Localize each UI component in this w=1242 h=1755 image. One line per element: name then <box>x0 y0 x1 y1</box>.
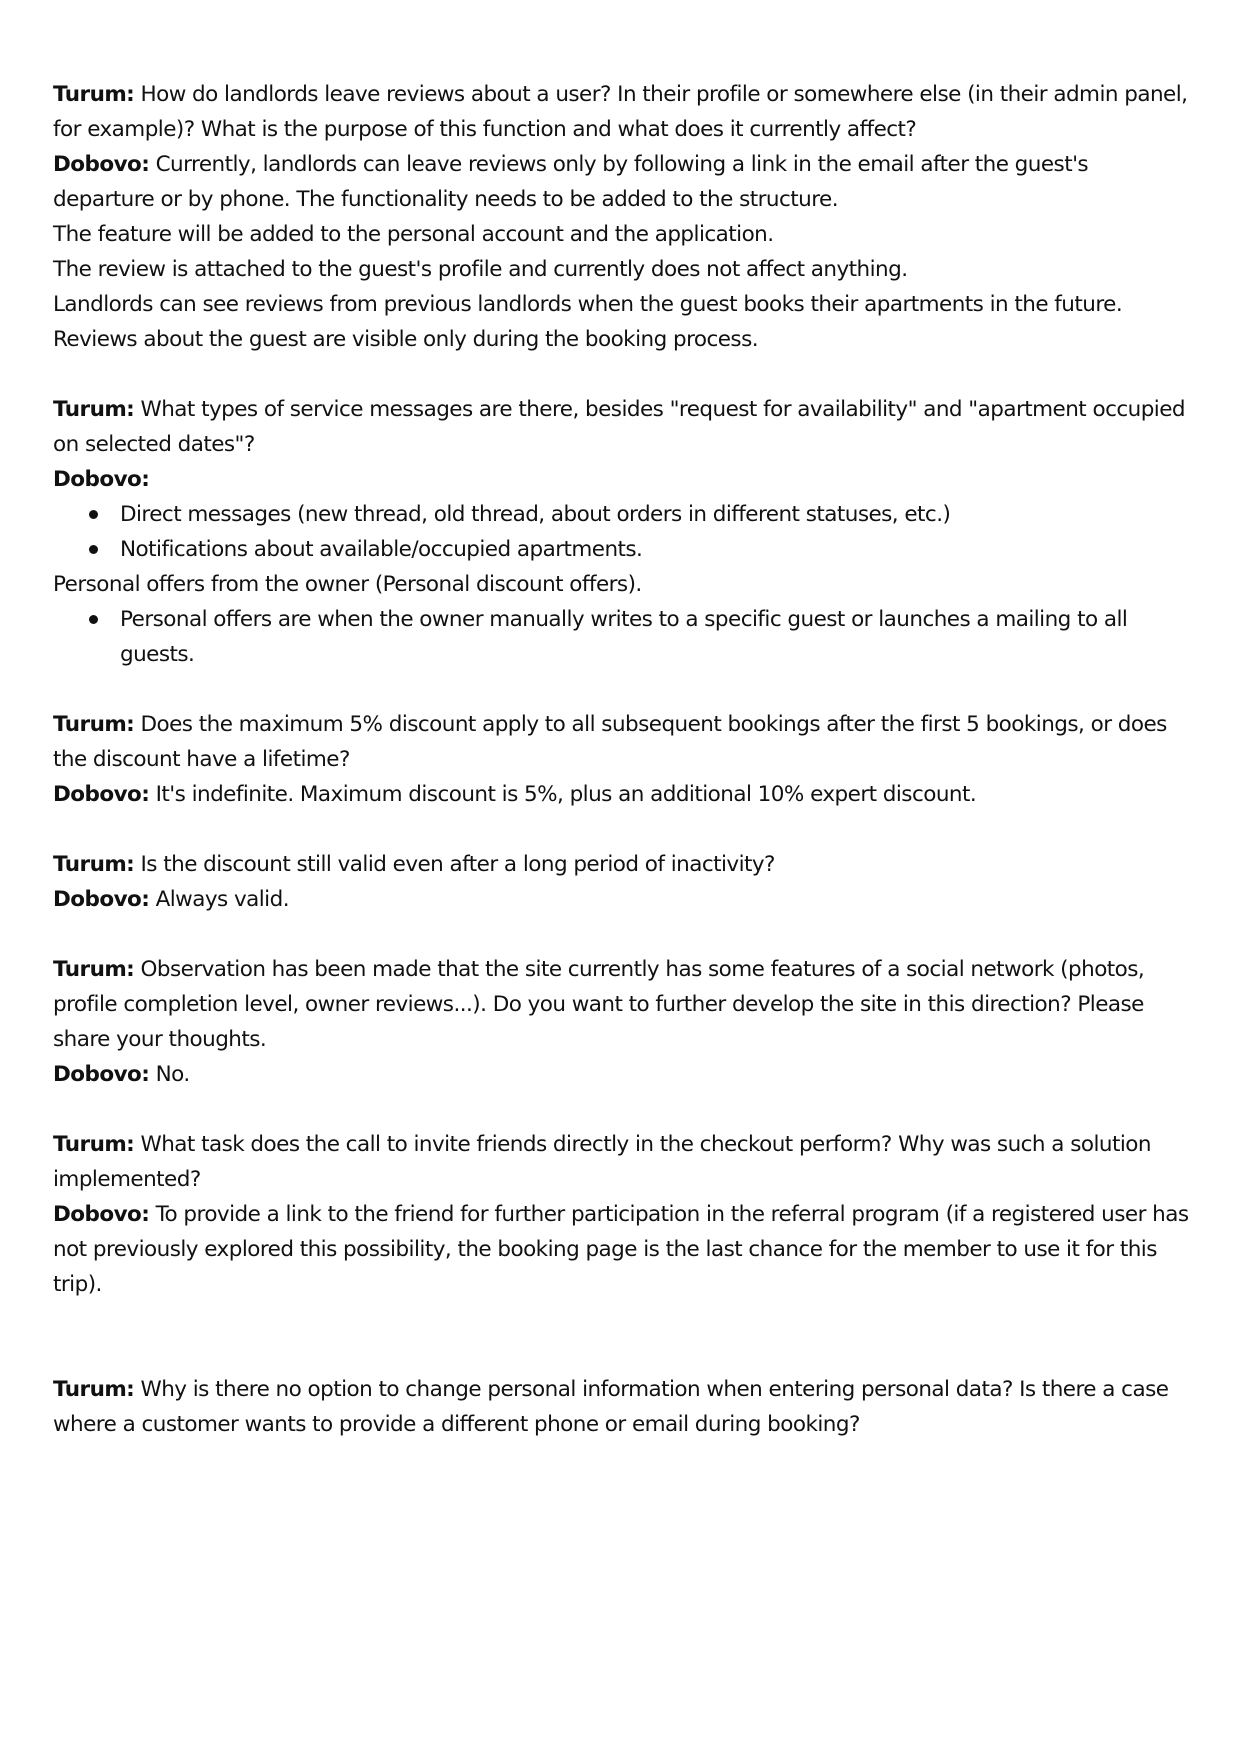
bullet-item: Direct messages (new thread, old thread, about orders in different statuses, etc.) <box>120 497 1193 532</box>
bullet-item: Personal offers are when the owner manually writes to a specific guest or launches a mailing to all guests. <box>120 602 1193 672</box>
answer <box>53 147 1193 217</box>
answer <box>53 462 1193 497</box>
question <box>53 392 1193 462</box>
question-text: Is the discount still valid even after a long period of inactivity? <box>134 852 775 877</box>
qa-section-discount-validity <box>53 847 1193 917</box>
speaker-label-dobovo: Dobovo: <box>53 1202 150 1227</box>
qa-section-invite-friends <box>53 1127 1193 1302</box>
question-text: How do landlords leave reviews about a user? In their profile or somewhere else (in their admin panel, for example)? What is the purpose of this function and what does it currently affect? <box>53 82 1188 142</box>
answer-line: Landlords can see reviews from previous landlords when the guest books their apartments in the future. Reviews about the guest are visible only during the booking process. <box>53 292 1123 352</box>
speaker-label-dobovo: Dobovo: <box>53 1062 150 1087</box>
qa-section-discount-lifetime <box>53 707 1193 812</box>
answer <box>53 1057 1193 1092</box>
speaker-label-turum: Turum: <box>53 397 135 422</box>
question-text: Does the maximum 5% discount apply to all subsequent bookings after the first 5 bookings, or does the discount have a lifetime? <box>53 712 1167 772</box>
answer-line: The feature will be added to the personal account and the application. <box>53 222 774 247</box>
answer <box>53 1197 1193 1302</box>
answer-text: It's indefinite. Maximum discount is 5%, plus an additional 10% expert discount. <box>149 782 977 807</box>
speaker-label-turum: Turum: <box>53 957 135 982</box>
answer-text: Currently, landlords can leave reviews only by following a link in the email after the guest's departure or by phone. The functionality needs to be added to the structure. <box>53 152 1089 212</box>
speaker-label-turum: Turum: <box>53 1377 135 1402</box>
speaker-label-turum: Turum: <box>53 82 135 107</box>
bullet-item: Notifications about available/occupied apartments. <box>120 532 1193 567</box>
speaker-label-turum: Turum: <box>53 1132 135 1157</box>
speaker-label-turum: Turum: <box>53 852 135 877</box>
answer-line: The review is attached to the guest's profile and currently does not affect anything. <box>53 257 908 282</box>
question <box>53 952 1193 1057</box>
qa-section-personal-info <box>53 1372 1193 1442</box>
question <box>53 707 1193 777</box>
question <box>53 1372 1193 1442</box>
answer-line: Personal offers from the owner (Personal discount offers). <box>53 572 642 597</box>
bullet-list <box>53 497 1193 567</box>
speaker-label-dobovo: Dobovo: <box>53 152 150 177</box>
question <box>53 847 1193 882</box>
bullet-list <box>53 602 1193 672</box>
speaker-label-dobovo: Dobovo: <box>53 467 150 492</box>
answer-text: No. <box>149 1062 190 1087</box>
question-text: What task does the call to invite friends directly in the checkout perform? Why was such a solution implemented? <box>53 1132 1151 1192</box>
speaker-label-dobovo: Dobovo: <box>53 782 150 807</box>
answer-text: To provide a link to the friend for further participation in the referral program (if a registered user has not previously explored this possibility, the booking page is the last chance for the member to use it for this trip). <box>53 1202 1189 1297</box>
answer <box>53 882 1193 917</box>
answer <box>53 777 1193 812</box>
question <box>53 1127 1193 1197</box>
question-text: Observation has been made that the site currently has some features of a social network (photos, profile completion level, owner reviews...). Do you want to further develop the site in this direction? Please share your thoughts. <box>53 957 1145 1052</box>
qa-section-service-messages <box>53 392 1193 672</box>
document-page <box>53 77 1193 1477</box>
question-text: What types of service messages are there, besides "request for availability" and "apartment occupied on selected dates"? <box>53 397 1185 457</box>
question-text: Why is there no option to change personal information when entering personal data? Is there a case where a customer wants to provide a different phone or email during booking? <box>53 1377 1169 1437</box>
qa-section-social-network <box>53 952 1193 1092</box>
speaker-label-turum: Turum: <box>53 712 135 737</box>
question <box>53 77 1193 147</box>
qa-section-reviews <box>53 77 1193 357</box>
speaker-label-dobovo: Dobovo: <box>53 887 150 912</box>
answer-text: Always valid. <box>149 887 289 912</box>
